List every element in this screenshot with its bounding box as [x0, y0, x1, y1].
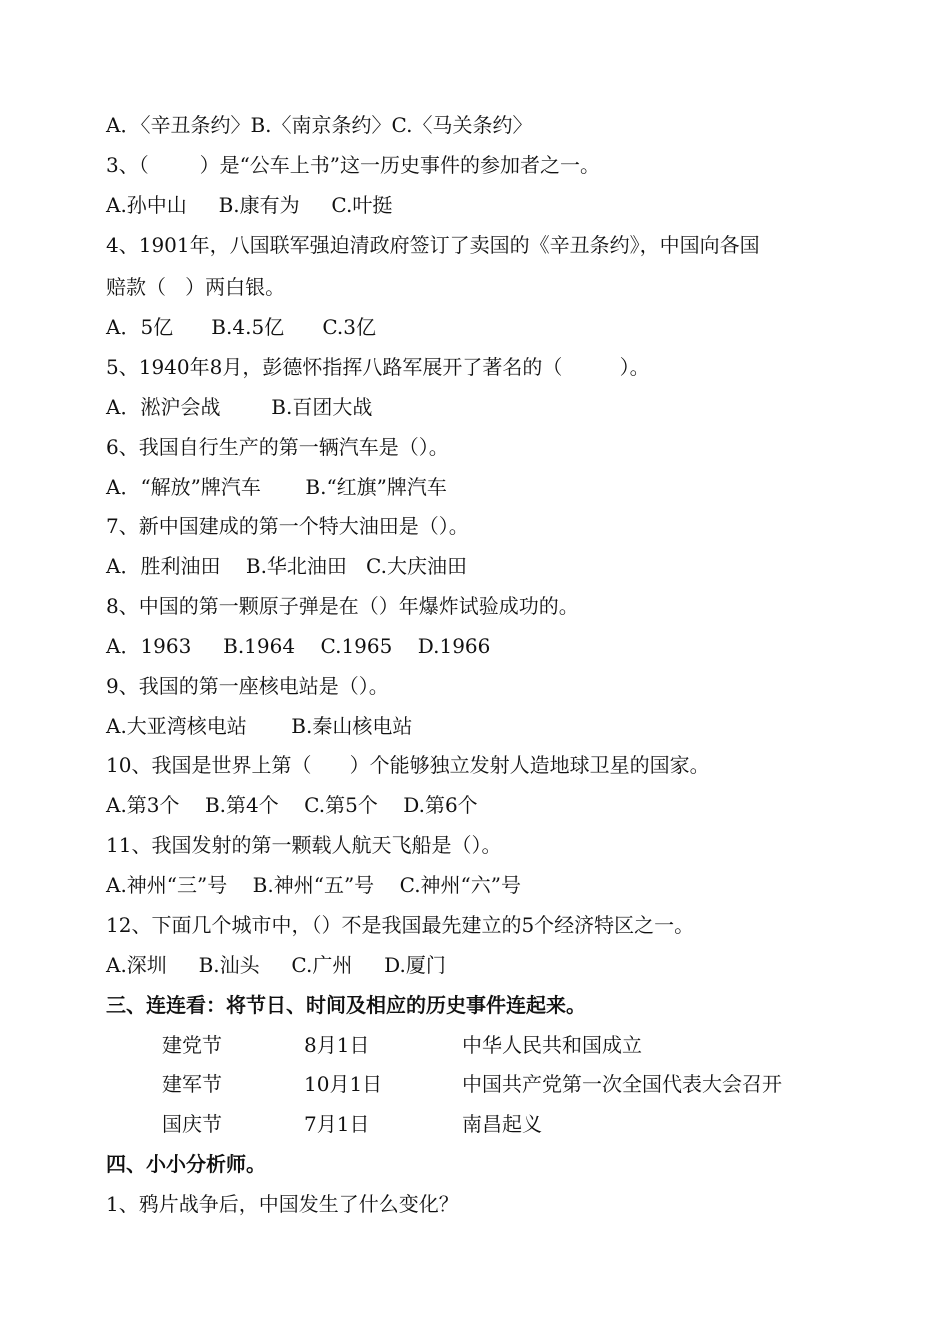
date-1: 8月1日	[304, 1033, 370, 1057]
q11-options: A.神州“三”号 B.神州“五”号 C.神州“六”号	[106, 873, 522, 897]
holiday-2: 建军节	[162, 1072, 222, 1096]
event-3: 南昌起义	[462, 1112, 542, 1136]
q4-question-cont: 赔款（ ）两白银。	[106, 275, 286, 299]
q6-question: 6、我国自行生产的第一辆汽车是（）。	[106, 435, 449, 459]
q12-options: A.深圳 B.汕头 C.广州 D.厦门	[106, 953, 446, 977]
q10-options: A.第3个 B.第4个 C.第5个 D.第6个	[106, 793, 478, 817]
q12-question: 12、下面几个城市中，（）不是我国最先建立的5个经济特区之一。	[106, 913, 695, 937]
holiday-1: 建党节	[162, 1033, 222, 1057]
date-2: 10月1日	[304, 1072, 383, 1096]
q5-options: A．淞沪会战 B.百团大战	[106, 395, 373, 419]
q8-options: A．1963 B.1964 C.1965 D.1966	[106, 634, 491, 658]
section3-title: 三、连连看：将节日、时间及相应的历史事件连起来。	[106, 993, 586, 1017]
date-3: 7月1日	[304, 1112, 370, 1136]
q10-question: 10、我国是世界上第（ ）个能够独立发射人造地球卫星的国家。	[106, 753, 710, 777]
q4-question: 4、1901年，八国联军强迫清政府签订了卖国的《辛丑条约》，中国向各国	[106, 233, 760, 257]
q6-options: A．“解放”牌汽车 B.“红旗”牌汽车	[106, 475, 447, 499]
q7-question: 7、新中国建成的第一个特大油田是（）。	[106, 514, 469, 538]
q5-question: 5、1940年8月，彭德怀指挥八路军展开了著名的（ ）。	[106, 355, 650, 379]
event-1: 中华人民共和国成立	[462, 1033, 642, 1057]
q3-question: 3、（ ）是“公车上书”这一历史事件的参加者之一。	[106, 153, 601, 177]
section4-q1: 1、鸦片战争后，中国发生了什么变化？	[106, 1192, 459, 1216]
holiday-3: 国庆节	[162, 1112, 222, 1136]
q9-question: 9、我国的第一座核电站是（）。	[106, 674, 389, 698]
q9-options: A.大亚湾核电站 B.秦山核电站	[106, 714, 413, 738]
q8-question: 8、中国的第一颗原子弹是在（）年爆炸试验成功的。	[106, 594, 579, 618]
event-2: 中国共产党第一次全国代表大会召开	[462, 1072, 782, 1096]
q11-question: 11、我国发射的第一颗载人航天飞船是（）。	[106, 833, 502, 857]
q3-options: A.孙中山 B.康有为 C.叶挺	[106, 193, 393, 217]
q7-options: A．胜利油田 B.华北油田 C.大庆油田	[106, 554, 467, 578]
q4-options: A．5亿 B.4.5亿 C.3亿	[106, 315, 376, 339]
q2-options: A．〈辛丑条约〉B.〈南京条约〉C.〈马关条约〉	[106, 113, 533, 137]
section4-title: 四、小小分析师。	[106, 1152, 266, 1176]
